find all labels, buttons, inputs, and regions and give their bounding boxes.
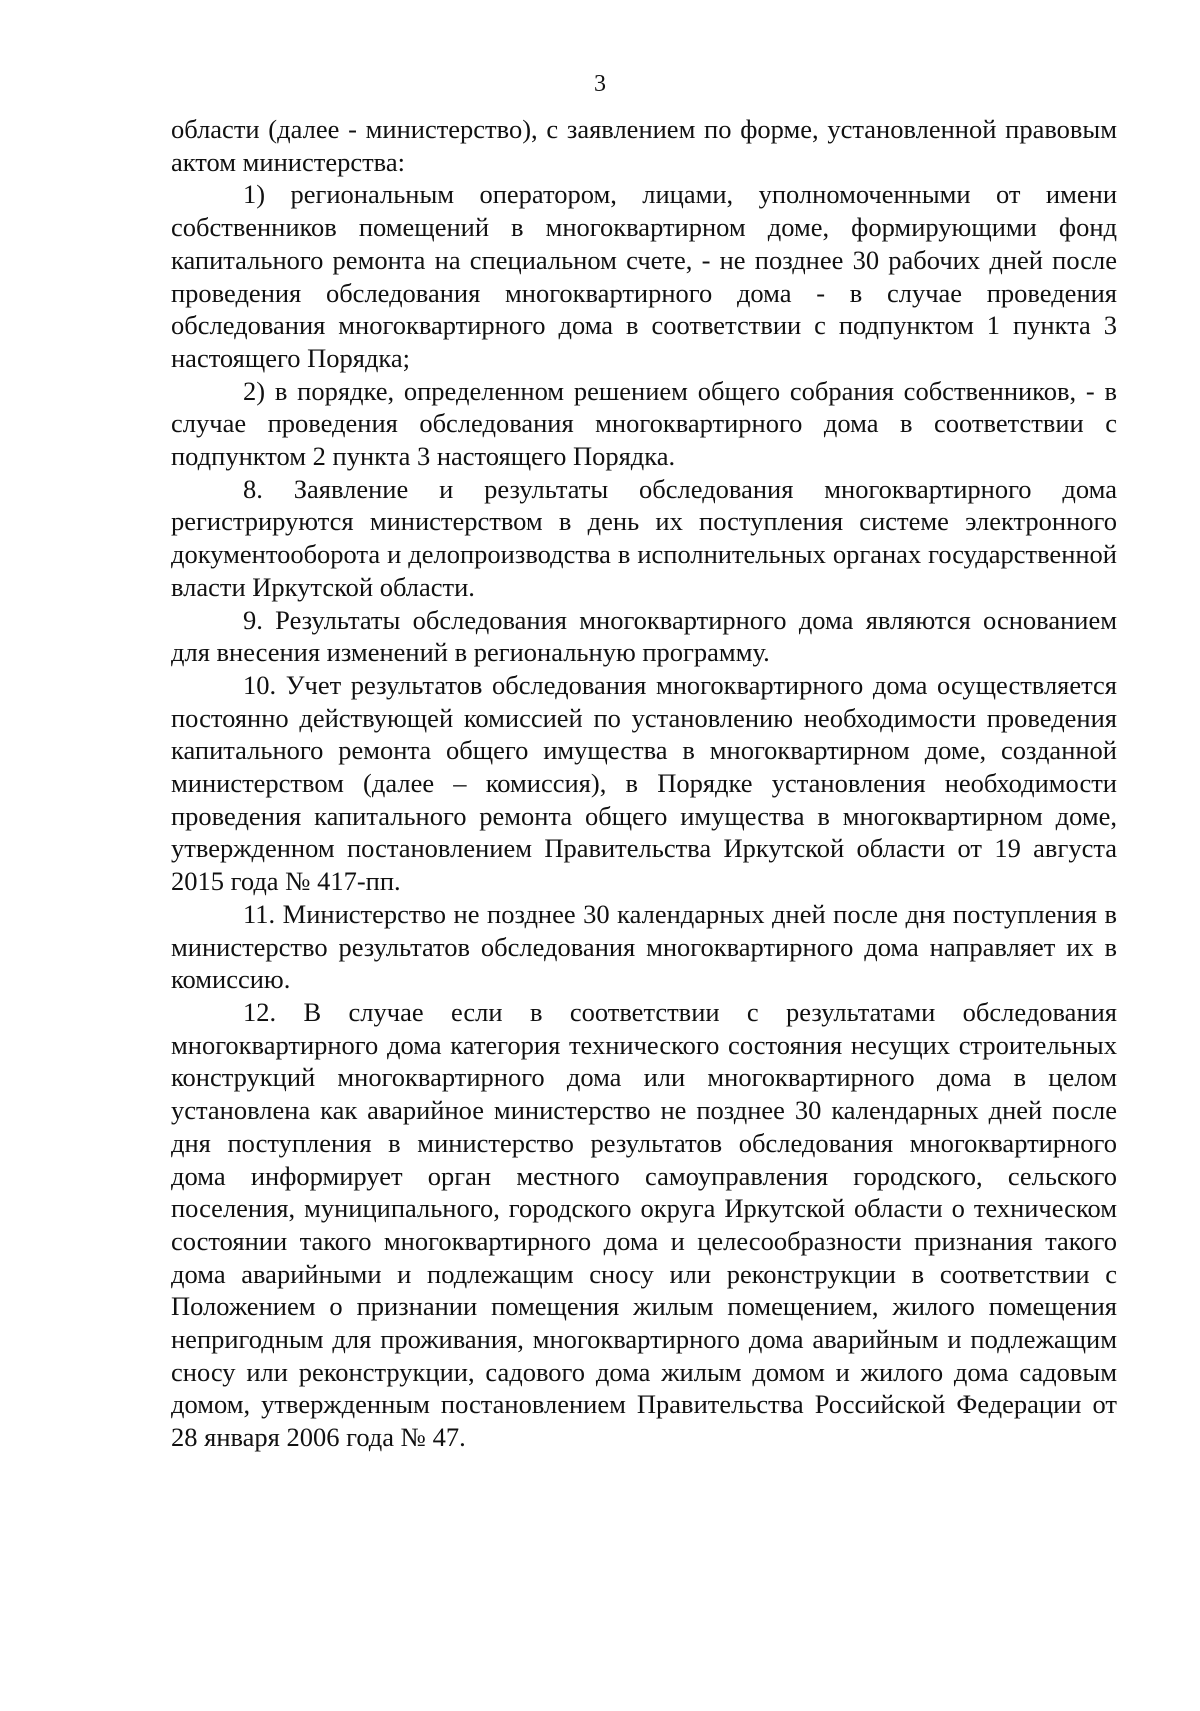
paragraph-11: 11. Министерство не позднее 30 календарных дней после дня поступления в министерство результатов обследования многоквартирного дома направляет их в комиссию. [171,898,1117,995]
paragraph-item-1: 1) региональным оператором, лицами, уполномоченными от имени собственников помещений в многоквартирном доме, формирующими фонд капитального ремонта на специальном счете, - не позднее 30 рабочих дней после проведения обследования многоквартирного дома - в случае проведения обследования многоквартирного дома в соответствии с подпунктом 1 пункта 3 настоящего Порядка; [171,179,1117,373]
paragraph-item-2: 2) в порядке, определенном решением общего собрания собственников, - в случае проведения обследования многоквартирного дома в соответствии с подпунктом 2 пункта 3 настоящего Порядка. [171,375,1117,472]
page-number: 3 [594,71,606,97]
paragraph-intro: области (далее - министерство), с заявлением по форме, установленной правовым актом министерства: [171,114,1117,177]
paragraph-9: 9. Результаты обследования многоквартирного дома являются основанием для внесения изменений в региональную программу. [171,604,1117,668]
document-body [171,113,1117,1454]
paragraph-10: 10. Учет результатов обследования многоквартирного дома осуществляется постоянно действующей комиссией по установлению необходимости проведения капитального ремонта общего имущества в многоквартирном доме, созданной министерством (далее – комиссия), в Порядке установления необходимости проведения капитального ремонта общего имущества в многоквартирном доме, утвержденном постановлением Правительства Иркутской области от 19 августа 2015 года № 417-пп. [171,669,1117,897]
paragraph-8: 8. Заявление и результаты обследования многоквартирного дома регистрируются министерством в день их поступления системе электронного документооборота и делопроизводства в исполнительных органах государственной власти Иркутской области. [171,473,1117,602]
paragraph-12: 12. В случае если в соответствии с результатами обследования многоквартирного дома категория технического состояния несущих строительных конструкций многоквартирного дома или многоквартирного дома в целом установлена как аварийное министерство не позднее 30 календарных дней после дня поступления в министерство результатов обследования многоквартирного дома информирует орган местного самоуправления городского, сельского поселения, муниципального, городского округа Иркутской области о техническом состоянии такого многоквартирного дома и целесообразности признания такого дома аварийными и подлежащим сносу или реконструкции в соответствии с Положением о признании помещения жилым помещением, жилого помещения непригодным для проживания, многоквартирного дома аварийным и подлежащим сносу или реконструкции, садового дома жилым домом и жилого дома садовым домом, утвержденным постановлением Правительства Российской Федерации от 28 января 2006 года № 47. [171,996,1117,1453]
